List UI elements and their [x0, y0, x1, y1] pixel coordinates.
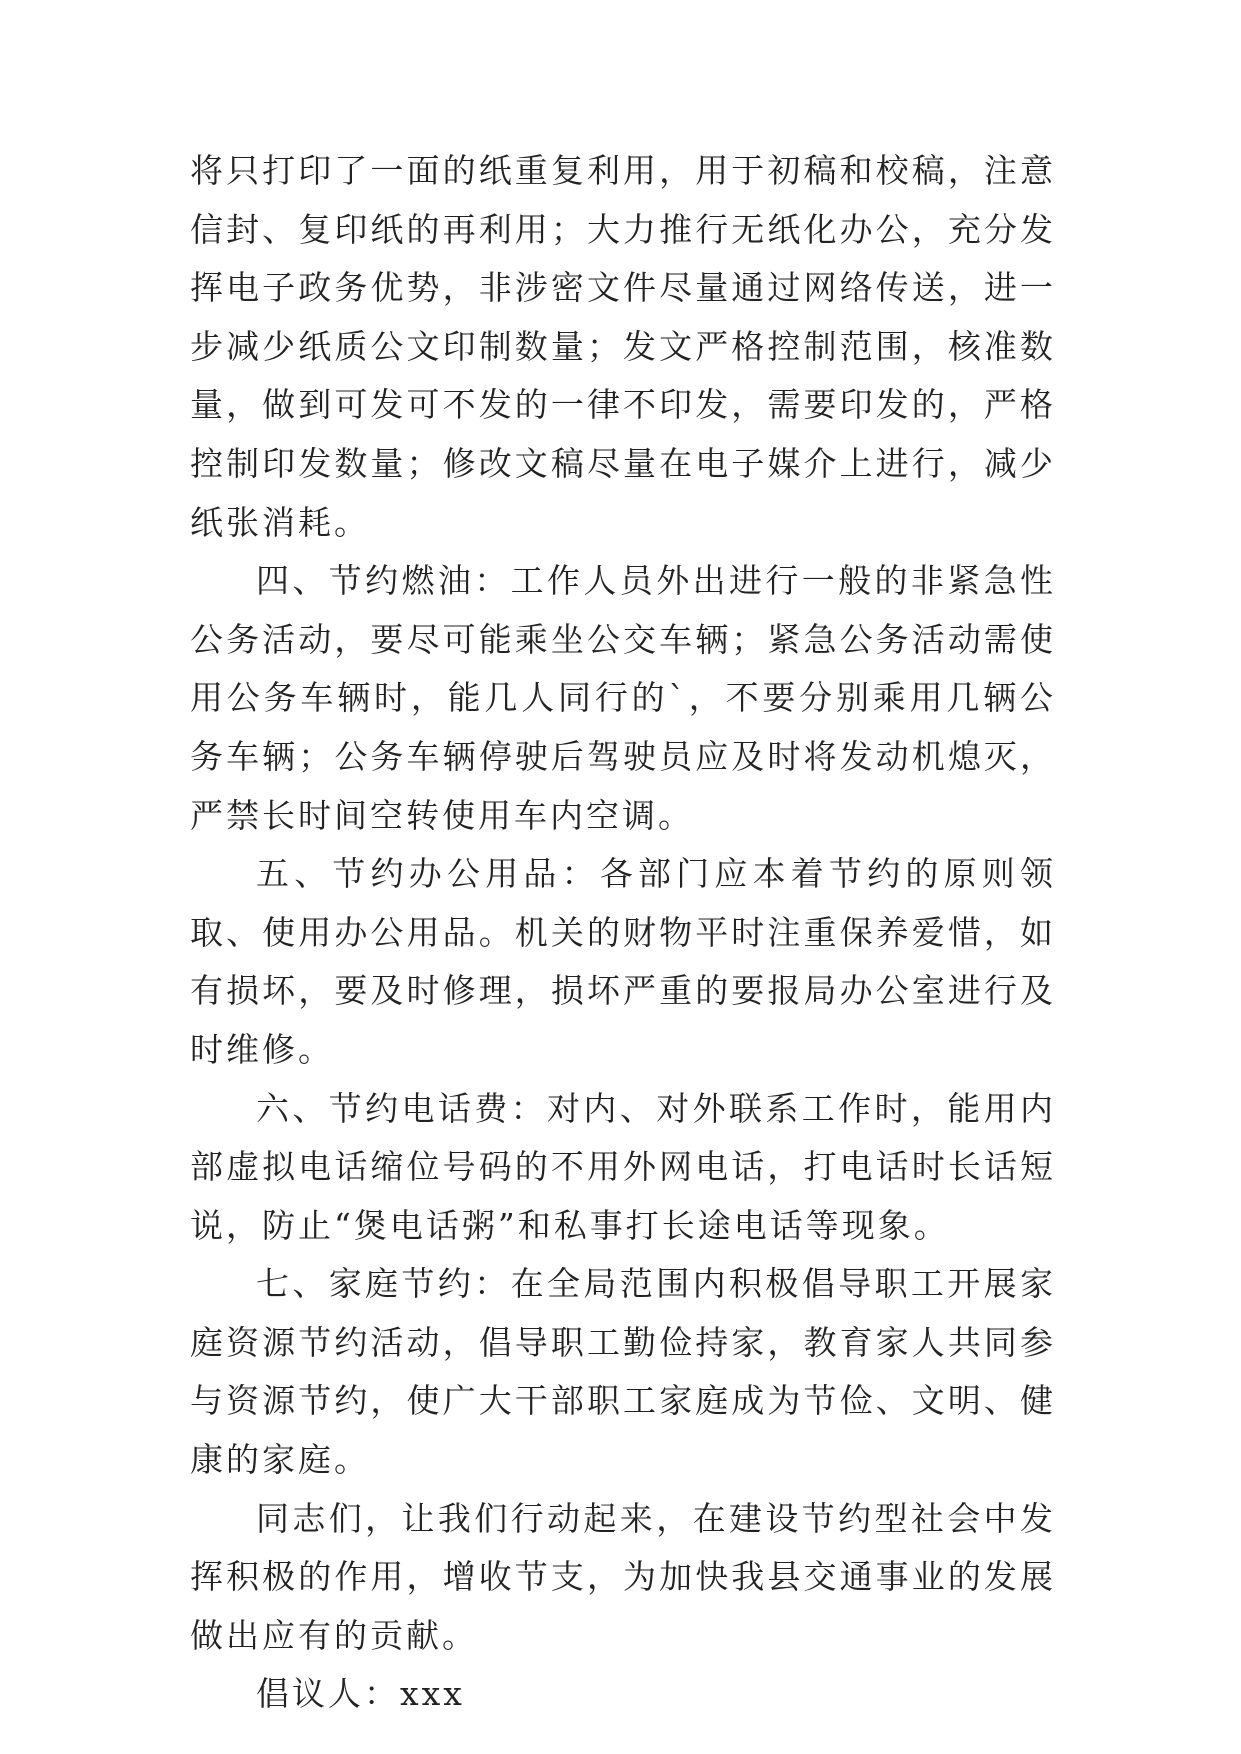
paragraph-family-saving: 七、家庭节约：在全局范围内积极倡导职工开展家庭资源节约活动，倡导职工勤俭持家，教育家人共同参与资源节约，使广大干部职工家庭成为节俭、文明、健康的家庭。 — [190, 1264, 1056, 1480]
paragraph-closing-call: 同志们，让我们行动起来，在建设节约型社会中发挥积极的作用，增收节支，为加快我县交通事业的发展做出应有的贡献。 — [190, 1498, 1056, 1655]
paragraph-save-phone-fees: 六、节约电话费：对内、对外联系工作时，能用内部虚拟电话缩位号码的不用外网电话，打电话时长话短说，防止“煲电话粥”和私事打长途电话等现象。 — [190, 1088, 1056, 1245]
paragraph-save-office-supplies: 五、节约办公用品：各部门应本着节约的原则领取、使用办公用品。机关的财物平时注重保养爱惜，如有损坏，要及时修理，损坏严重的要报局办公室进行及时维修。 — [190, 854, 1056, 1069]
paragraph-paper-saving-continued: 将只打印了一面的纸重复利用，用于初稿和校稿，注意信封、复印纸的再利用；大力推行无纸化办公，充分发挥电子政务优势，非涉密文件尽量通过网络传送，进一步减少纸质公文印制数量；发文严格控制范围，核准数量，做到可发可不发的一律不印发，需要印发的，严格控制印发数量；修改文稿尽量在电子媒介上进行，减少纸张消耗。 — [190, 151, 1056, 542]
paragraph-save-fuel: 四、节约燃油：工作人员外出进行一般的非紧急性公务活动，要尽可能乘坐公交车辆；紧急公务活动需使用公务车辆时，能几人同行的`，不要分别乘用几辆公务车辆；公务车辆停驶后驾驶员应及时将发动机熄灭，严禁长时间空转使用车内空调。 — [190, 561, 1056, 835]
signature-line: 倡议人：xxx — [256, 1674, 465, 1714]
document-body — [190, 142, 1056, 1724]
